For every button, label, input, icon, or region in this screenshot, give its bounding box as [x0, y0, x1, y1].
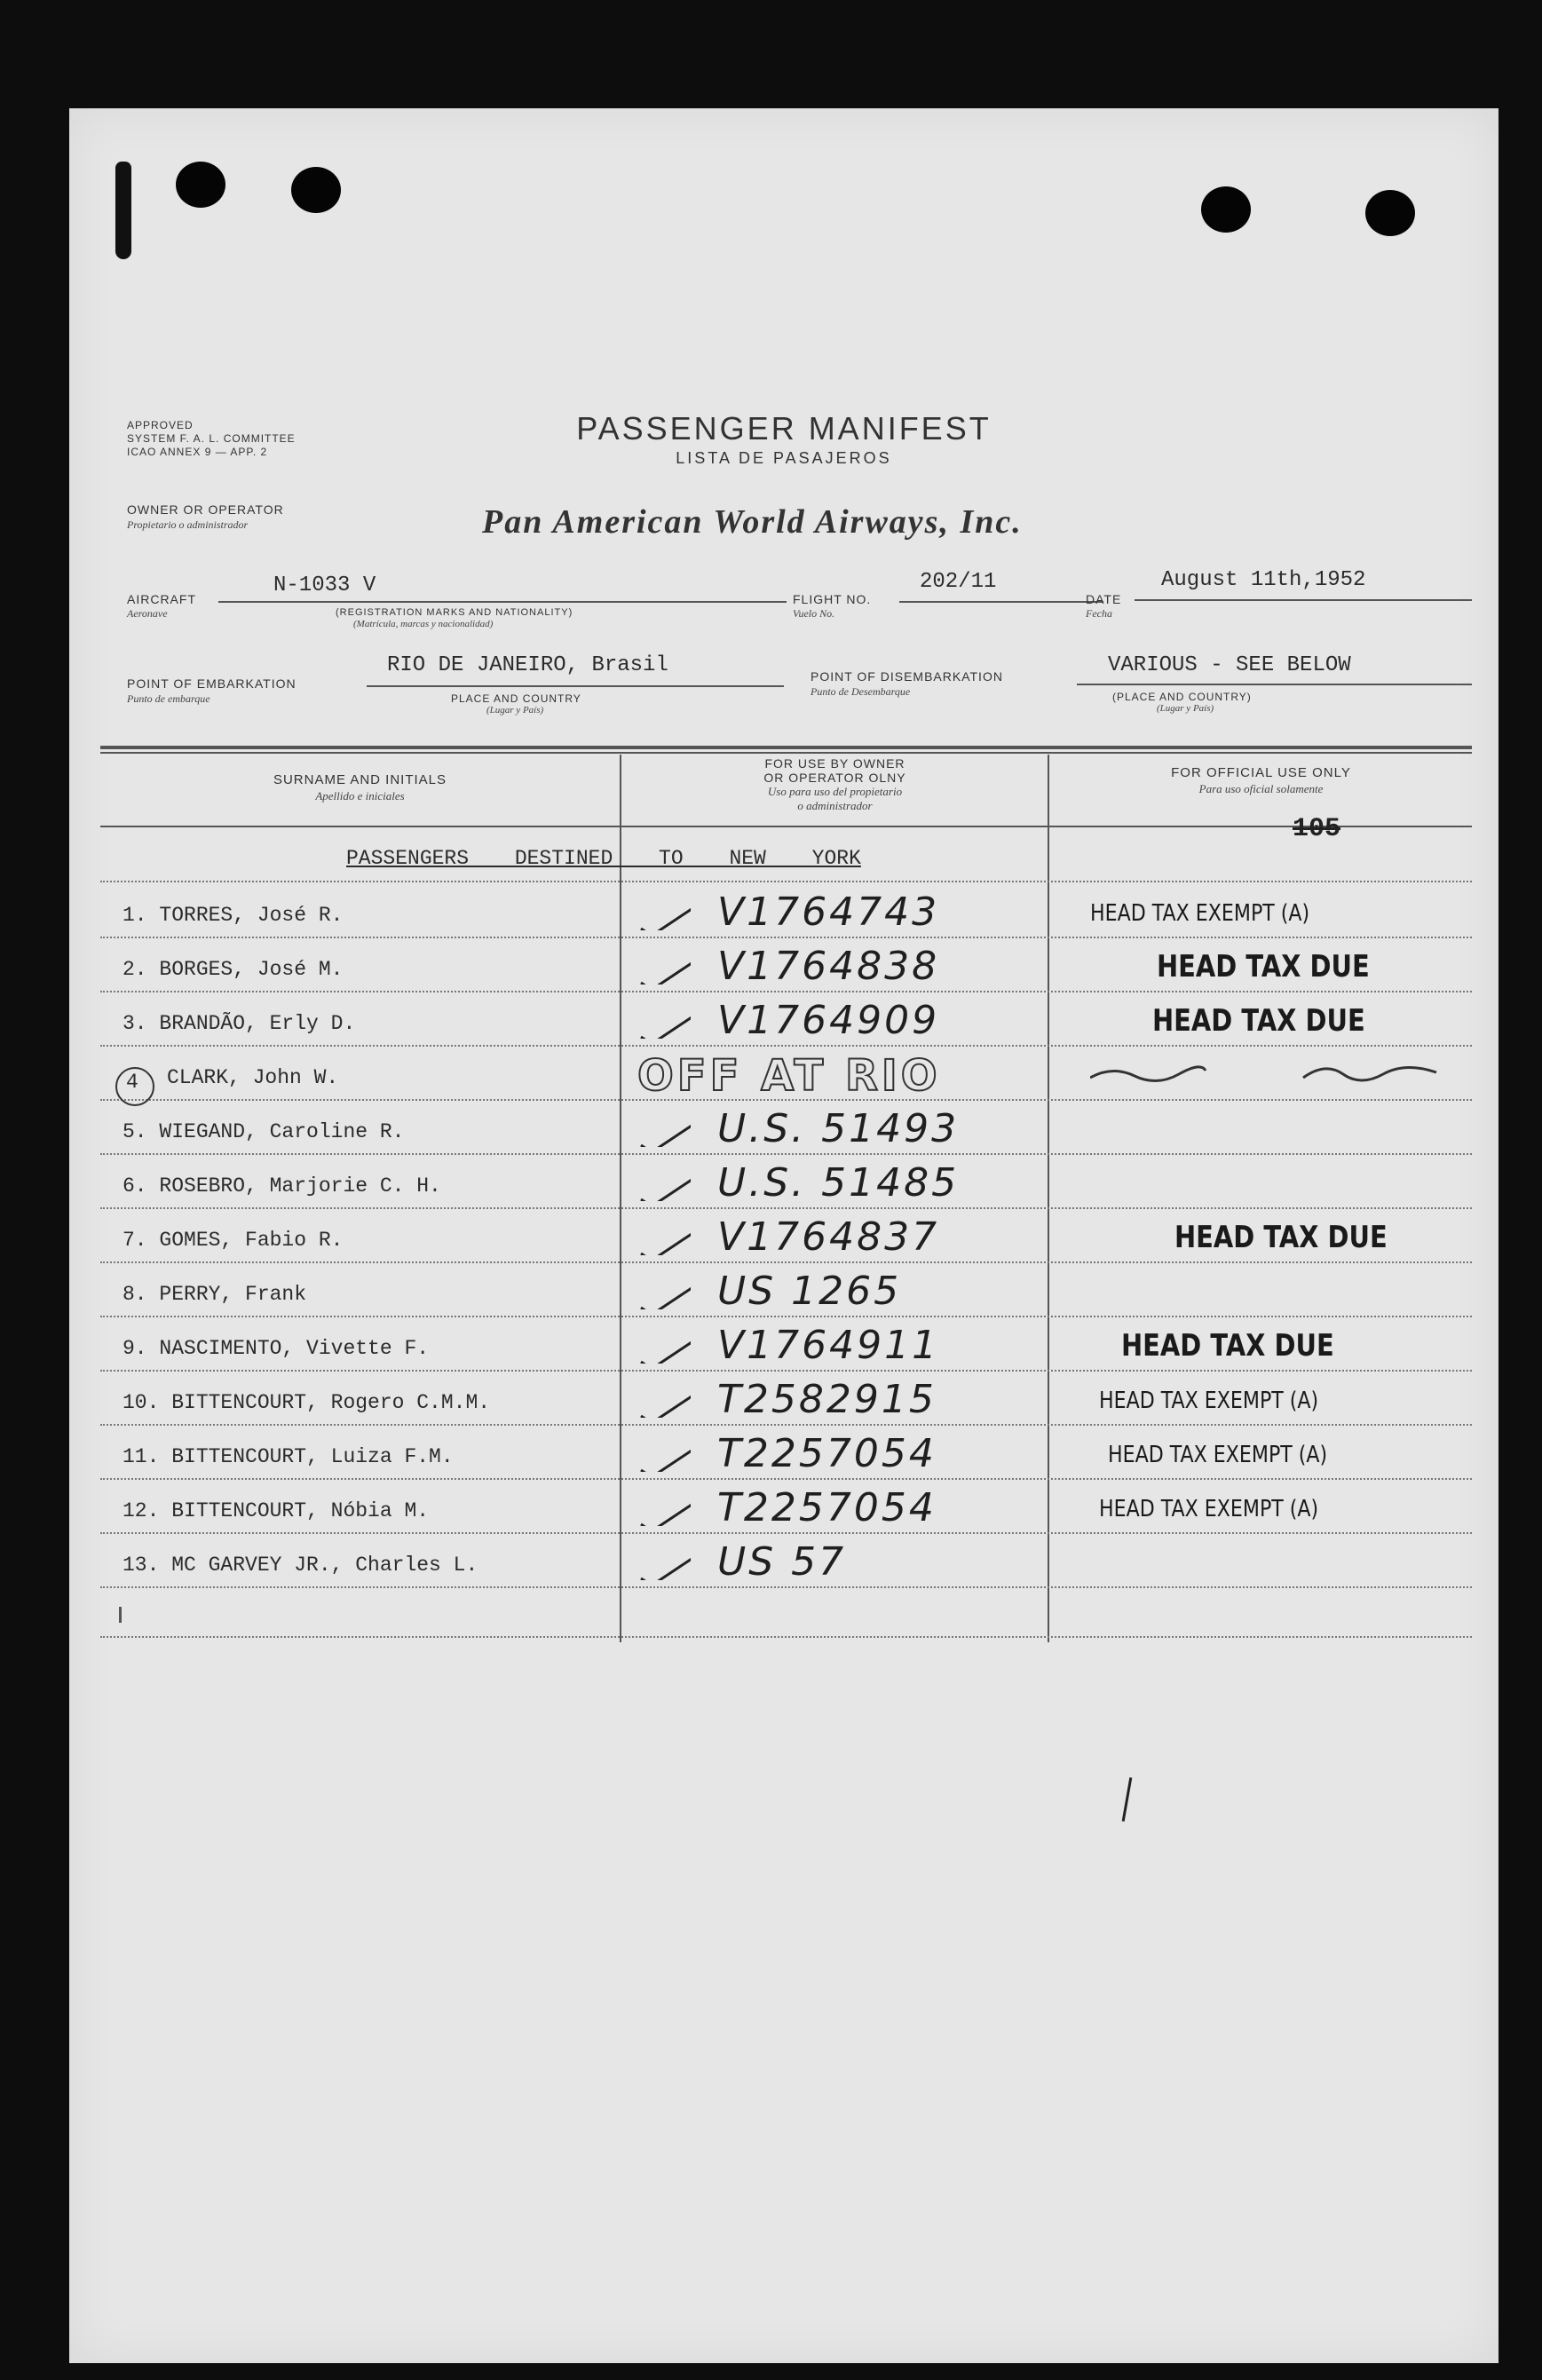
aircraft-sublabel: Aeronave: [127, 607, 168, 620]
row-rule: [100, 1045, 1472, 1047]
owner-use-sublabel: o administrador: [797, 799, 873, 812]
passenger-name: 5. WIEGAND, Caroline R.: [123, 1120, 405, 1143]
flight-underline: [899, 601, 1103, 603]
official-header-label: FOR OFFICIAL USE ONLY: [1171, 765, 1351, 780]
check-mark-icon: [637, 1328, 691, 1364]
passenger-name: 7. GOMES, Fabio R.: [123, 1229, 344, 1252]
document-number: T2257054: [717, 1485, 937, 1530]
punch-hole: [1201, 186, 1251, 233]
embarkation-sublabel: Punto de embarque: [127, 692, 210, 705]
document-number: U.S. 51493: [717, 1106, 960, 1151]
check-mark-icon: [637, 1545, 691, 1580]
table-top-rule: [100, 746, 1472, 749]
place-label: PLACE AND COUNTRY: [451, 692, 581, 705]
row-rule: [100, 1153, 1472, 1155]
stray-mark: [1122, 1777, 1133, 1822]
registration-sublabel: (Matrícula, marcas y nacionalidad): [353, 619, 494, 629]
surname-header-label: SURNAME AND INITIALS: [273, 772, 447, 787]
check-mark-icon: [637, 1382, 691, 1418]
off-at-rio-stamp: OFF AT RIO: [637, 1051, 941, 1101]
passenger-name: 6. ROSEBRO, Marjorie C. H.: [123, 1174, 441, 1198]
document-number: T2257054: [717, 1431, 937, 1476]
document-number: US 57: [717, 1539, 847, 1585]
row-rule: [100, 1424, 1472, 1426]
column-divider: [620, 755, 621, 1642]
check-mark-icon: [637, 949, 691, 984]
document-number: V1764911: [717, 1323, 940, 1368]
disembarkation-value: VARIOUS - SEE BELOW: [1108, 653, 1351, 677]
document-number: U.S. 51485: [717, 1160, 960, 1206]
date-underline: [1135, 599, 1472, 601]
head-tax-stamp: HEAD TAX DUE: [1174, 1220, 1388, 1255]
passenger-name: 8. PERRY, Frank: [123, 1283, 307, 1306]
surname-column-header: [105, 772, 615, 804]
row-rule: [100, 1478, 1472, 1480]
row-rule: [100, 991, 1472, 992]
airline-name: Pan American World Airways, Inc.: [482, 503, 1023, 541]
owner-sublabel: Propietario o administrador: [127, 518, 249, 531]
place2-label: (PLACE AND COUNTRY): [1112, 691, 1252, 703]
passenger-name: 9. NASCIMENTO, Vivette F.: [123, 1337, 430, 1360]
passenger-name: 2. BORGES, José M.: [123, 958, 344, 981]
column-divider: [1048, 755, 1049, 1642]
punch-hole: [176, 162, 225, 208]
document-number: V1764909: [717, 998, 940, 1043]
aircraft-underline: [218, 601, 787, 603]
destination-heading: PASSENGERS DESTINED TO NEW YORK: [346, 847, 861, 870]
row-rule: [100, 937, 1472, 938]
punch-hole: [1365, 190, 1415, 236]
registration-label: (REGISTRATION MARKS AND NATIONALITY): [336, 607, 573, 618]
row-rule: [100, 1316, 1472, 1317]
document-number: V1764838: [717, 944, 940, 989]
place-sublabel: (Lugar y País): [486, 705, 544, 716]
row-number-circled: 4: [126, 1071, 138, 1094]
head-tax-stamp: HEAD TAX DUE: [1157, 949, 1370, 984]
head-tax-stamp: HEAD TAX DUE: [1121, 1328, 1334, 1364]
row-rule: [100, 1532, 1472, 1534]
owner-use-label: OR OPERATOR OLNY: [763, 771, 906, 785]
approval-line: ICAO ANNEX 9 — APP. 2: [127, 446, 268, 458]
table-top-rule: [100, 752, 1472, 754]
flight-label: FLIGHT NO.: [793, 592, 872, 606]
owner-label: OWNER OR OPERATOR: [127, 502, 284, 517]
passenger-name: 12. BITTENCOURT, Nóbia M.: [123, 1499, 430, 1522]
embarkation-value: RIO DE JANEIRO, Brasil: [387, 653, 668, 677]
scribble-mark: [1090, 1058, 1445, 1094]
flight-sublabel: Vuelo No.: [793, 607, 835, 620]
check-mark-icon: [637, 1003, 691, 1039]
row-rule: [100, 881, 1472, 882]
flight-value: 202/11: [920, 570, 997, 594]
date-sublabel: Fecha: [1086, 607, 1112, 620]
approval-line: APPROVED: [127, 419, 194, 431]
row-rule: [100, 1370, 1472, 1372]
passenger-name: 3. BRANDÃO, Erly D.: [123, 1012, 356, 1035]
check-mark-icon: [637, 1274, 691, 1309]
row-rule: [100, 1261, 1472, 1263]
head-tax-stamp: HEAD TAX DUE: [1152, 1003, 1365, 1039]
passenger-name: CLARK, John W.: [167, 1066, 339, 1089]
check-mark-icon: [637, 1490, 691, 1526]
check-mark-icon: [637, 1220, 691, 1255]
owner-use-column-header: [624, 756, 1046, 813]
aircraft-value: N-1033 V: [273, 573, 376, 597]
official-header-sublabel: Para uso oficial solamente: [1198, 782, 1324, 795]
embarkation-underline: [367, 685, 784, 687]
owner-use-sublabel: Uso para uso del propietario: [767, 785, 903, 798]
disembarkation-underline: [1077, 684, 1472, 685]
manifest-sheet: [69, 108, 1499, 2363]
head-tax-stamp: HEAD TAX EXEMPT (A): [1108, 1442, 1328, 1468]
page-title: PASSENGER MANIFEST: [576, 410, 992, 447]
row-rule: [100, 1207, 1472, 1209]
owner-use-label: FOR USE BY OWNER: [764, 756, 905, 771]
date-label: DATE: [1086, 592, 1122, 606]
document-number: V1764743: [717, 890, 940, 935]
row-marker: [119, 1607, 122, 1623]
check-mark-icon: [637, 895, 691, 930]
document-number: US 1265: [717, 1269, 902, 1314]
surname-header-sublabel: Apellido e iniciales: [315, 789, 405, 803]
date-value: August 11th,1952: [1161, 568, 1366, 592]
head-tax-stamp: HEAD TAX EXEMPT (A): [1099, 1496, 1319, 1522]
place2-sublabel: (Lugar y País): [1157, 703, 1214, 714]
disembarkation-label: POINT OF DISEMBARKATION: [811, 669, 1003, 684]
document-number: T2582915: [717, 1377, 937, 1422]
check-mark-icon: [637, 1436, 691, 1472]
passenger-name: 1. TORRES, José R.: [123, 904, 344, 927]
page-subtitle: LISTA DE PASAJEROS: [676, 449, 892, 467]
document-number: V1764837: [717, 1214, 940, 1260]
approval-line: SYSTEM F. A. L. COMMITTEE: [127, 432, 296, 445]
header-bottom-rule: [100, 826, 1472, 827]
passenger-name: 10. BITTENCOURT, Rogero C.M.M.: [123, 1391, 491, 1414]
check-mark-icon: [637, 1111, 691, 1147]
row-rule: [100, 1636, 1472, 1638]
embarkation-label: POINT OF EMBARKATION: [127, 676, 297, 691]
punch-hole: [291, 167, 341, 213]
head-tax-stamp: HEAD TAX EXEMPT (A): [1099, 1388, 1319, 1414]
check-mark-icon: [637, 1166, 691, 1201]
official-column-header: [1050, 765, 1472, 797]
head-tax-stamp: HEAD TAX EXEMPT (A): [1090, 900, 1310, 927]
page-number: 105: [1293, 814, 1341, 844]
row-rule: [100, 1586, 1472, 1588]
passenger-name: 11. BITTENCOURT, Luiza F.M.: [123, 1445, 454, 1468]
passenger-name: 13. MC GARVEY JR., Charles L.: [123, 1554, 478, 1577]
aircraft-label: AIRCRAFT: [127, 592, 196, 606]
form-title-block: [69, 410, 1499, 468]
disembarkation-sublabel: Punto de Desembarque: [811, 685, 911, 698]
ink-blot: [115, 162, 131, 259]
